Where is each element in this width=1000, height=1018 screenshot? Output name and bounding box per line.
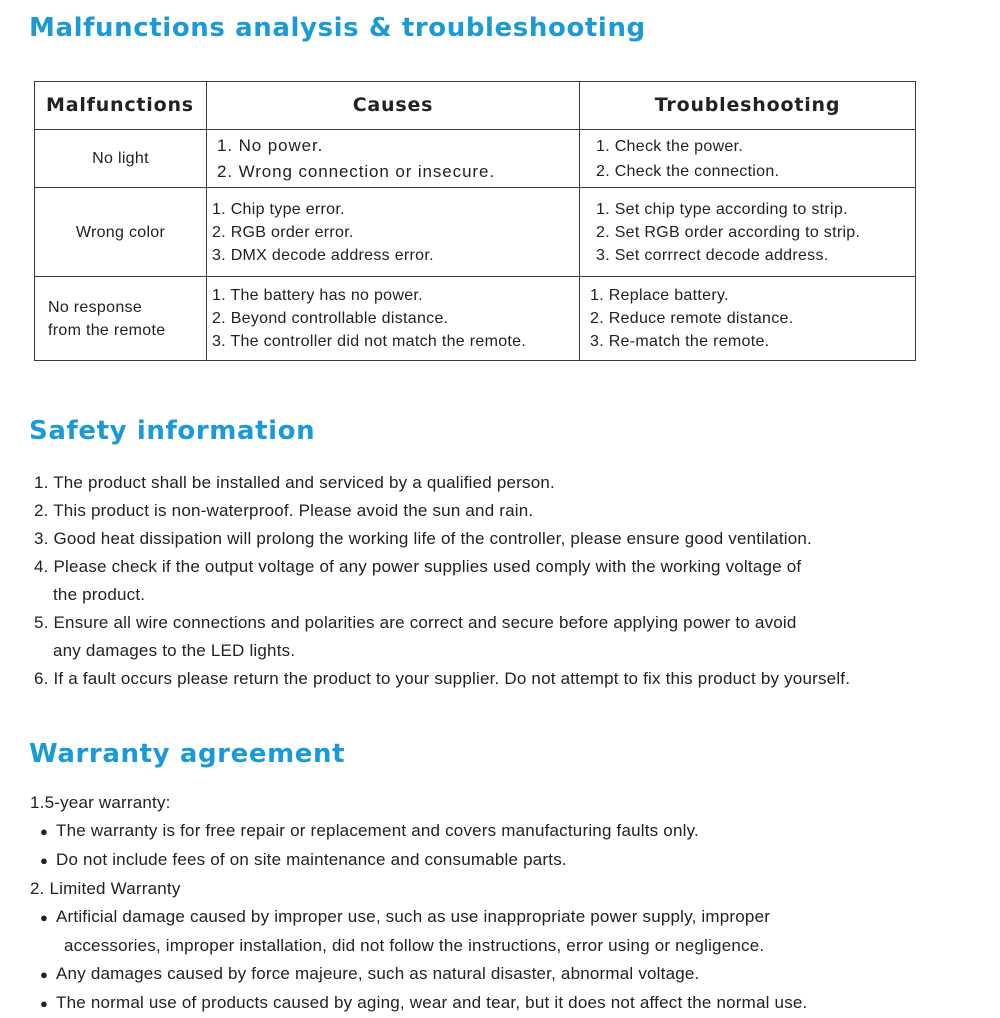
safety-text: 3. Good heat dissipation will prolong the working life of the controller, please ensure good ventilation. [34,529,812,548]
header-causes: Causes [207,82,580,130]
list-item [34,665,984,693]
safety-text: 4. Please check if the output voltage of any power supplies used comply with the working voltage of [34,557,802,576]
causes-cell [207,188,580,277]
malfunctions-title: Malfunctions analysis & troubleshooting [29,13,646,43]
table-header-row [35,82,916,130]
fix-line: 3. Set corrrect decode address. [596,246,829,264]
malfunctions-table [34,81,916,361]
warranty-text-continued: accessories, improper installation, did not follow the instructions, error using or negligence. [64,936,765,955]
bullet-dot-icon: ● [40,910,49,925]
malfunction-cell [35,188,207,277]
safety-text: 5. Ensure all wire connections and polarities are correct and secure before applying power to avoid [34,613,797,632]
header-troubleshooting: Troubleshooting [580,82,916,130]
table-row [35,277,916,361]
warranty-title: Warranty agreement [29,739,346,769]
cause-line: 3. The controller did not match the remote. [212,333,527,350]
table-row [35,130,916,188]
cause-line: 2. Wrong connection or insecure. [217,162,495,181]
warranty-text: Any damages caused by force majeure, such as natural disaster, abnormal voltage. [56,964,700,983]
safety-text: 1. The product shall be installed and serviced by a qualified person. [34,473,555,492]
list-item [34,553,984,609]
safety-title: Safety information [29,416,316,446]
safety-text-continued: any damages to the LED lights. [53,641,296,660]
cause-line: 3. DMX decode address error. [212,246,434,264]
list-item [30,846,980,875]
fixes-cell [580,130,916,188]
list-item [30,817,980,846]
fix-line: 1. Replace battery. [590,287,729,304]
causes-cell [207,277,580,361]
cause-line: 2. RGB order error. [212,223,354,241]
list-item [34,469,984,497]
malfunction-text: from the remote [48,321,166,339]
fix-line: 1. Set chip type according to strip. [596,200,848,218]
table-row [35,188,916,277]
safety-text: 6. If a fault occurs please return the product to your supplier. Do not attempt to fix this product by yourself. [34,669,851,688]
bullet-dot-icon: ● [40,853,49,868]
fixes-cell [580,188,916,277]
list-item [34,525,984,553]
fix-line: 2. Check the connection. [596,162,780,180]
cause-line: 1. No power. [217,136,324,155]
list-item [34,497,984,525]
fixes-cell [580,277,916,361]
bullet-dot-icon: ● [40,996,49,1011]
malfunction-cell [35,277,207,361]
causes-cell [207,130,580,188]
list-item [34,609,984,665]
bullet-dot-icon: ● [40,824,49,839]
malfunction-text: No response [48,298,143,316]
warranty-text: The warranty is for free repair or replacement and covers manufacturing faults only. [56,821,699,840]
fix-line: 2. Reduce remote distance. [590,310,794,327]
malfunction-text: Wrong color [75,223,166,241]
cause-line: 2. Beyond controllable distance. [212,310,449,327]
list-item [30,903,980,960]
safety-text-continued: the product. [53,585,146,604]
bullet-dot-icon: ● [40,967,49,982]
malfunction-text: No light [92,150,149,167]
safety-text: 2. This product is non-waterproof. Please avoid the sun and rain. [34,501,534,520]
cause-line: 1. The battery has no power. [212,287,423,304]
header-malfunctions: Malfunctions [35,82,207,130]
warranty-item-title: 1.5-year warranty: [30,793,171,812]
list-item [30,960,980,989]
warranty-text: Artificial damage caused by improper use, such as use inappropriate power supply, improper [56,907,771,926]
cause-line: 1. Chip type error. [212,200,345,218]
fix-line: 1. Check the power. [596,137,744,155]
warranty-text: The normal use of products caused by aging, wear and tear, but it does not affect the normal use. [56,993,808,1012]
warranty-item-title: 2. Limited Warranty [30,879,181,898]
malfunction-cell [35,130,207,188]
warranty-text: Do not include fees of on site maintenance and consumable parts. [56,850,567,869]
safety-list [34,469,984,693]
list-item [30,989,980,1018]
fix-line: 3. Re-match the remote. [590,333,770,350]
warranty-list [30,789,980,1018]
fix-line: 2. Set RGB order according to strip. [596,223,861,241]
